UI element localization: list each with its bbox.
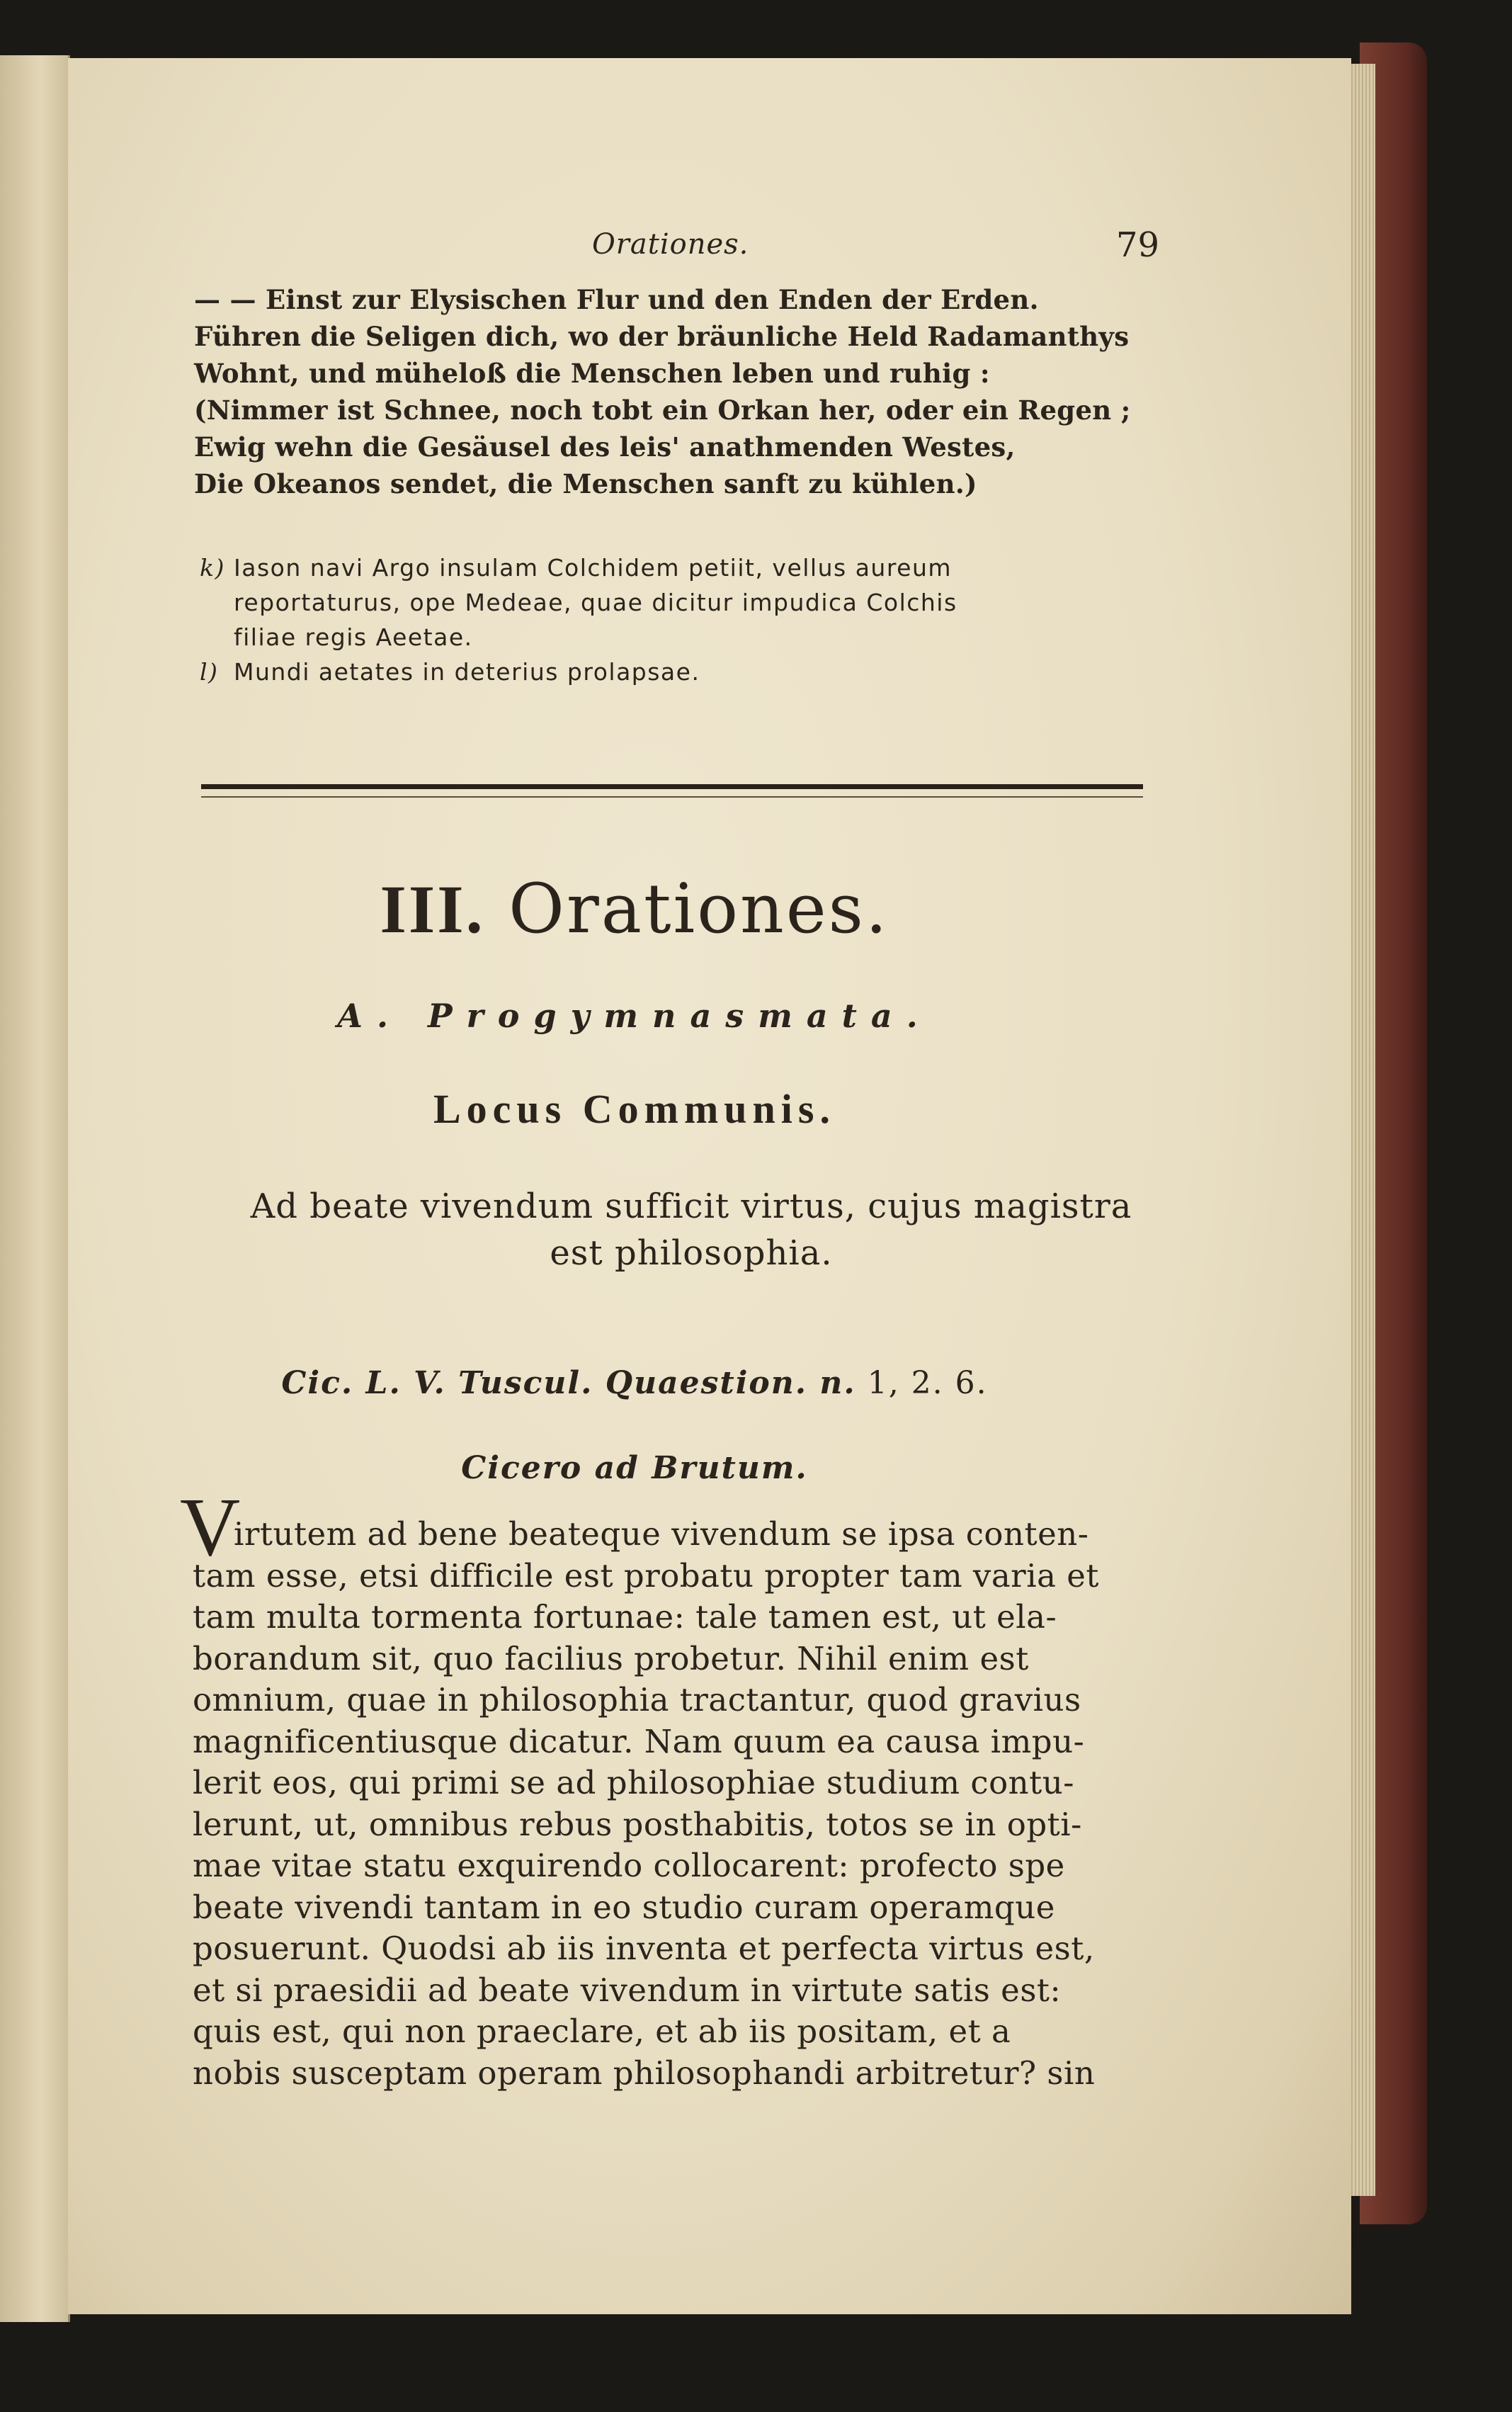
- page-number: 79: [1116, 225, 1160, 265]
- locus-heading: Locus Communis.: [433, 1086, 836, 1132]
- body-line: omnium, quae in philosophia tractantur, quod gravius: [193, 1681, 1081, 1719]
- body-line: tam multa tormenta fortunae: tale tamen est, ut ela-: [193, 1598, 1057, 1636]
- footnote-line: Mundi aetates in deterius prolapsae.: [234, 658, 700, 686]
- verse-line: Ewig wehn die Gesäusel des leis' anathmenden Westes,: [194, 431, 1016, 463]
- section-rule-thin: [201, 796, 1143, 798]
- body-line: tam esse, etsi difficile est probatu propter tam varia et: [193, 1556, 1099, 1595]
- verse-line: (Nimmer ist Schnee, noch tobt ein Orkan her, oder ein Regen ;: [194, 395, 1131, 426]
- topic-line: est philosophia.: [550, 1233, 833, 1273]
- section-title: [68, 869, 1201, 949]
- footnote-mark: l): [200, 658, 219, 686]
- verse-line: Die Okeanos sendet, die Menschen sanft zu kühlen.): [194, 468, 977, 499]
- body-line: lerit eos, qui primi se ad philosophiae studium contu-: [193, 1764, 1074, 1801]
- body-line: irtutem ad bene beateque vivendum se ipsa conten-: [234, 1515, 1089, 1553]
- book-page: [68, 58, 1351, 2314]
- body-line: et si praesidii ad beate vivendum in virtute satis est:: [193, 1971, 1062, 2009]
- addressee: Cicero ad Brutum.: [461, 1450, 808, 1486]
- body-line: quis est, qui non praeclare, et ab iis positam, et a: [193, 2012, 1011, 2050]
- body-line: beate vivendi tantam in eo studio curam operamque: [193, 1888, 1055, 1926]
- body-line: posuerunt. Quodsi ab iis inventa et perfecta virtus est,: [193, 1930, 1095, 1967]
- body-line: lerunt, ut, omnibus rebus posthabitis, totos se in opti-: [193, 1805, 1082, 1843]
- section-roman-numeral: III.: [380, 871, 485, 947]
- book-spine-left: [0, 55, 70, 2322]
- footnote-mark: k): [200, 554, 225, 582]
- citation: [68, 1365, 1201, 1401]
- footnotes: [194, 550, 1228, 689]
- body-line: nobis susceptam operam philosophandi arbitretur? sin: [193, 2054, 1096, 2092]
- running-head: [68, 225, 1351, 285]
- drop-cap: V: [180, 1480, 241, 1573]
- body-line: magnificentiusque dicatur. Nam quum ea causa impu-: [193, 1722, 1085, 1760]
- footnote-line: filiae regis Aeetae.: [234, 623, 473, 651]
- section-rule: [201, 784, 1143, 789]
- verse-line: — — Einst zur Elysischen Flur und den Enden der Erden.: [194, 284, 1039, 315]
- section-subhead: A. Progymnasmata.: [337, 997, 932, 1035]
- footnote-l: [194, 655, 1228, 689]
- verse-line: Wohnt, und müheloß die Menschen leben und ruhig :: [194, 358, 990, 389]
- verse-line: Führen die Seligen dich, wo der bräunliche Held Radamanthys: [194, 321, 1130, 352]
- citation-source: Cic. L. V. Tuscul. Quaestion. n.: [281, 1365, 856, 1401]
- body-line: borandum sit, quo facilius probetur. Nihil enim est: [193, 1639, 1029, 1677]
- footnote-k: [194, 550, 1228, 655]
- footnote-line: reportaturus, ope Medeae, quae dicitur impudica Colchis: [234, 589, 957, 616]
- section-title-text: Orationes.: [508, 869, 889, 949]
- citation-numbers: 1, 2. 6.: [867, 1365, 988, 1401]
- fraktur-verse: [194, 281, 1214, 502]
- body-line: mae vitae statu exquirendo collocarent: profecto spe: [193, 1847, 1065, 1884]
- running-head-title: Orationes.: [592, 228, 749, 261]
- topic-line: Ad beate vivendum sufficit virtus, cujus magistra: [250, 1187, 1132, 1226]
- topic-statement: [195, 1183, 1187, 1276]
- footnote-line: Iason navi Argo insulam Colchidem petiit, vellus aureum: [234, 554, 953, 582]
- body-text: [193, 1514, 1227, 2094]
